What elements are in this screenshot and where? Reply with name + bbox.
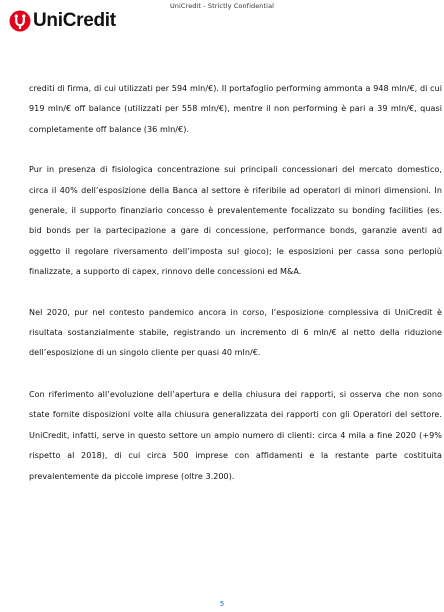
unicredit-logo-icon	[9, 10, 31, 32]
paragraph-relationships: Con riferimento all’evoluzione dell’apertura e della chiusura dei rapporti, si osserva che non sono state fornite disposizioni volte alla chiusura generalizzata dei rapporti con gli Operatori del settore. UniCredit, infatti, serve in questo settore un ampio numero di clienti: circa 4 mila a fine 2020 (+9% rispetto al 2018), di cui circa 500 imprese con affidamenti e la restante parte costituita prevalentemente da piccole imprese (oltre 3.200).	[29, 389, 442, 481]
unicredit-logo	[9, 10, 116, 32]
page-number: 5	[219, 600, 225, 608]
paragraph-portfolio: crediti di firma, di cui utilizzati per 594 mln/€). Il portafoglio performing ammonta a 948 mln/€, di cui 919 mln/€ off balance (utilizzati per 558 mln/€), mentre il non performing è pari a 39 mln/€, quasi completamente off balance (36 mln/€).	[29, 84, 442, 134]
classification-label: UniCredit - Strictly Confidential	[169, 2, 275, 10]
paragraph-2020-exposure: Nel 2020, pur nel contesto pandemico ancora in corso, l’esposizione complessiva di UniCredit è risultata sostanzialmente stabile, registrando un incremento di 6 mln/€ al netto della riduzione dell’esposizione di un singolo cliente per quasi 40 mln/€.	[29, 307, 442, 358]
paragraph-concentration: Pur in presenza di fisiologica concentrazione sui principali concessionari del mercato domestico, circa il 40% dell’esposizione della Banca al settore è riferibile ad operatori di minori dimensioni. In generale, il supporto finanziario concesso è prevalentemente focalizzato su bonding facilities (es. bid bonds per la partecipazione a gare di concessione, performance bonds, garanzie aventi ad oggetto il regolare riversamento dell’imposta sul gioco); le esposizioni per cassa sono perlopiù finalizzate, a supporto di capex, rinnovo delle concessioni ed M&A.	[29, 165, 442, 277]
logo-wordmark: UniCredit	[33, 10, 116, 31]
document-body	[29, 79, 442, 487]
